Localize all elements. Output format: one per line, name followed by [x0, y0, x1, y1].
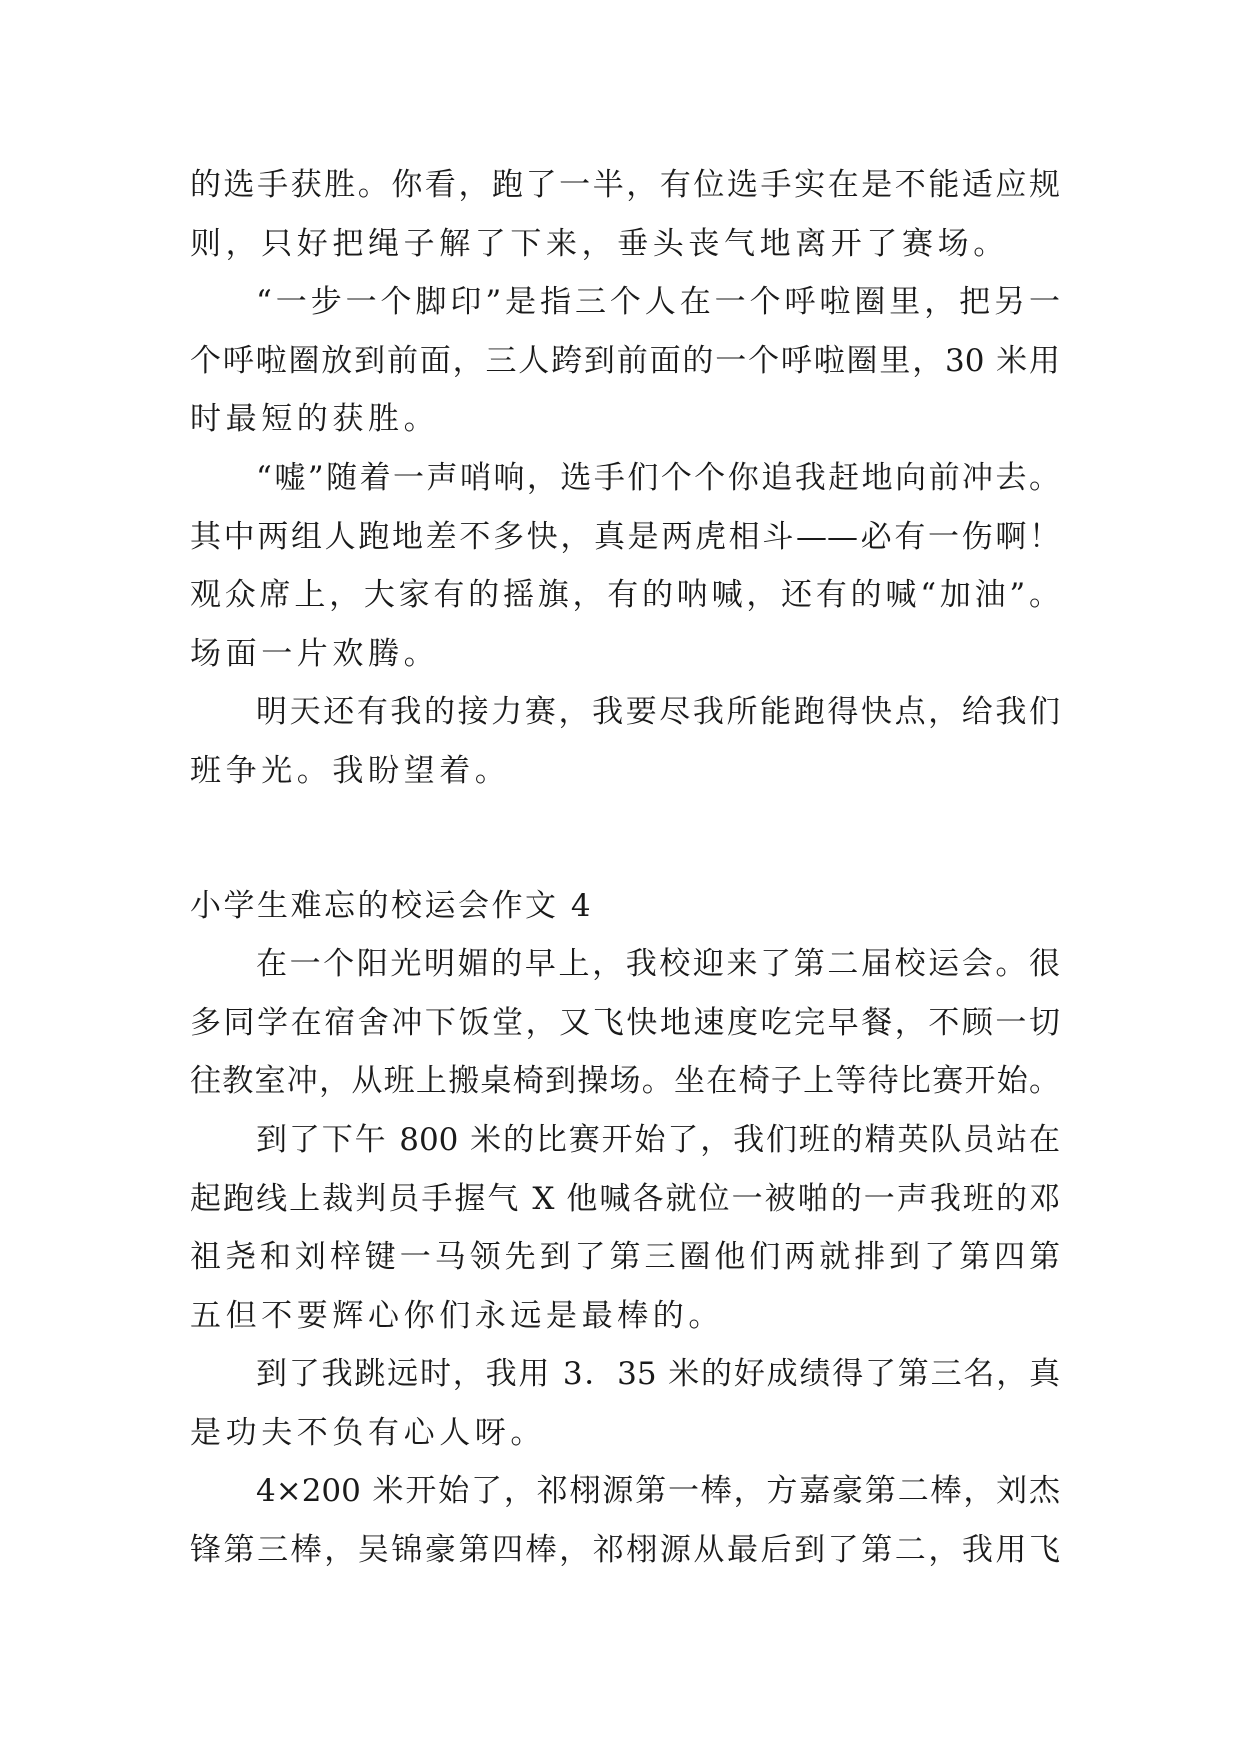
- essay-body: [190, 156, 1060, 1580]
- paragraph-line: 班争光。我盼望着。: [190, 752, 511, 789]
- paragraph-line: 起跑线上裁判员手握气 X 他喊各就位一被啪的一声我班的邓: [190, 1180, 1060, 1217]
- paragraph-line: 祖尧和刘梓键一马领先到了第三圈他们两就排到了第四第: [190, 1239, 1060, 1276]
- paragraph-line: 场面一片欢腾。: [190, 635, 440, 672]
- paragraph-line: 则，只好把绳子解了下来，垂头丧气地离开了赛场。: [190, 225, 1009, 262]
- paragraph-line: 锋第三棒，吴锦豪第四棒，祁栩源从最后到了第二，我用飞: [190, 1532, 1060, 1569]
- paragraph-line: 多同学在宿舍冲下饭堂，又飞快地速度吃完早餐，不顾一切: [190, 1004, 1060, 1041]
- paragraph-line: 五但不要辉心你们永远是最棒的。: [190, 1297, 724, 1334]
- paragraph-line: 4×200 米开始了，祁栩源第一棒，方嘉豪第二棒，刘杰: [256, 1473, 1060, 1510]
- paragraph-line: 到了我跳远时，我用 3．35 米的好成绩得了第三名，真: [256, 1356, 1060, 1393]
- paragraph-line: 时最短的获胜。: [190, 401, 440, 438]
- section-gap: [190, 801, 1060, 877]
- paragraph-line: 到了下午 800 米的比赛开始了，我们班的精英队员站在: [256, 1121, 1060, 1158]
- paragraph-line: 观众席上，大家有的摇旗，有的呐喊，还有的喊“加油”。: [190, 577, 1060, 614]
- paragraph-line: 往教室冲，从班上搬桌椅到操场。坐在椅子上等待比赛开始。: [190, 1063, 1060, 1100]
- paragraph-line: 个呼啦圈放到前面，三人跨到前面的一个呼啦圈里，30 米用: [190, 342, 1060, 379]
- paragraph-line: 其中两组人跑地差不多快，真是两虎相斗——必有一伤啊！: [190, 518, 1060, 555]
- essay-heading: 小学生难忘的校运会作文 4: [190, 887, 594, 924]
- paragraph-line: “一步一个脚印”是指三个人在一个呼啦圈里，把另一: [256, 284, 1060, 321]
- paragraph-line: 在一个阳光明媚的早上，我校迎来了第二届校运会。很: [256, 946, 1060, 983]
- paragraph-line: “嘘”随着一声哨响，选手们个个你追我赶地向前冲去。: [256, 459, 1060, 496]
- paragraph-line: 的选手获胜。你看，跑了一半，有位选手实在是不能适应规: [190, 167, 1060, 203]
- paragraph-line: 明天还有我的接力赛，我要尽我所能跑得快点，给我们: [256, 694, 1060, 731]
- paragraph-line: 是功夫不负有心人呀。: [190, 1414, 546, 1451]
